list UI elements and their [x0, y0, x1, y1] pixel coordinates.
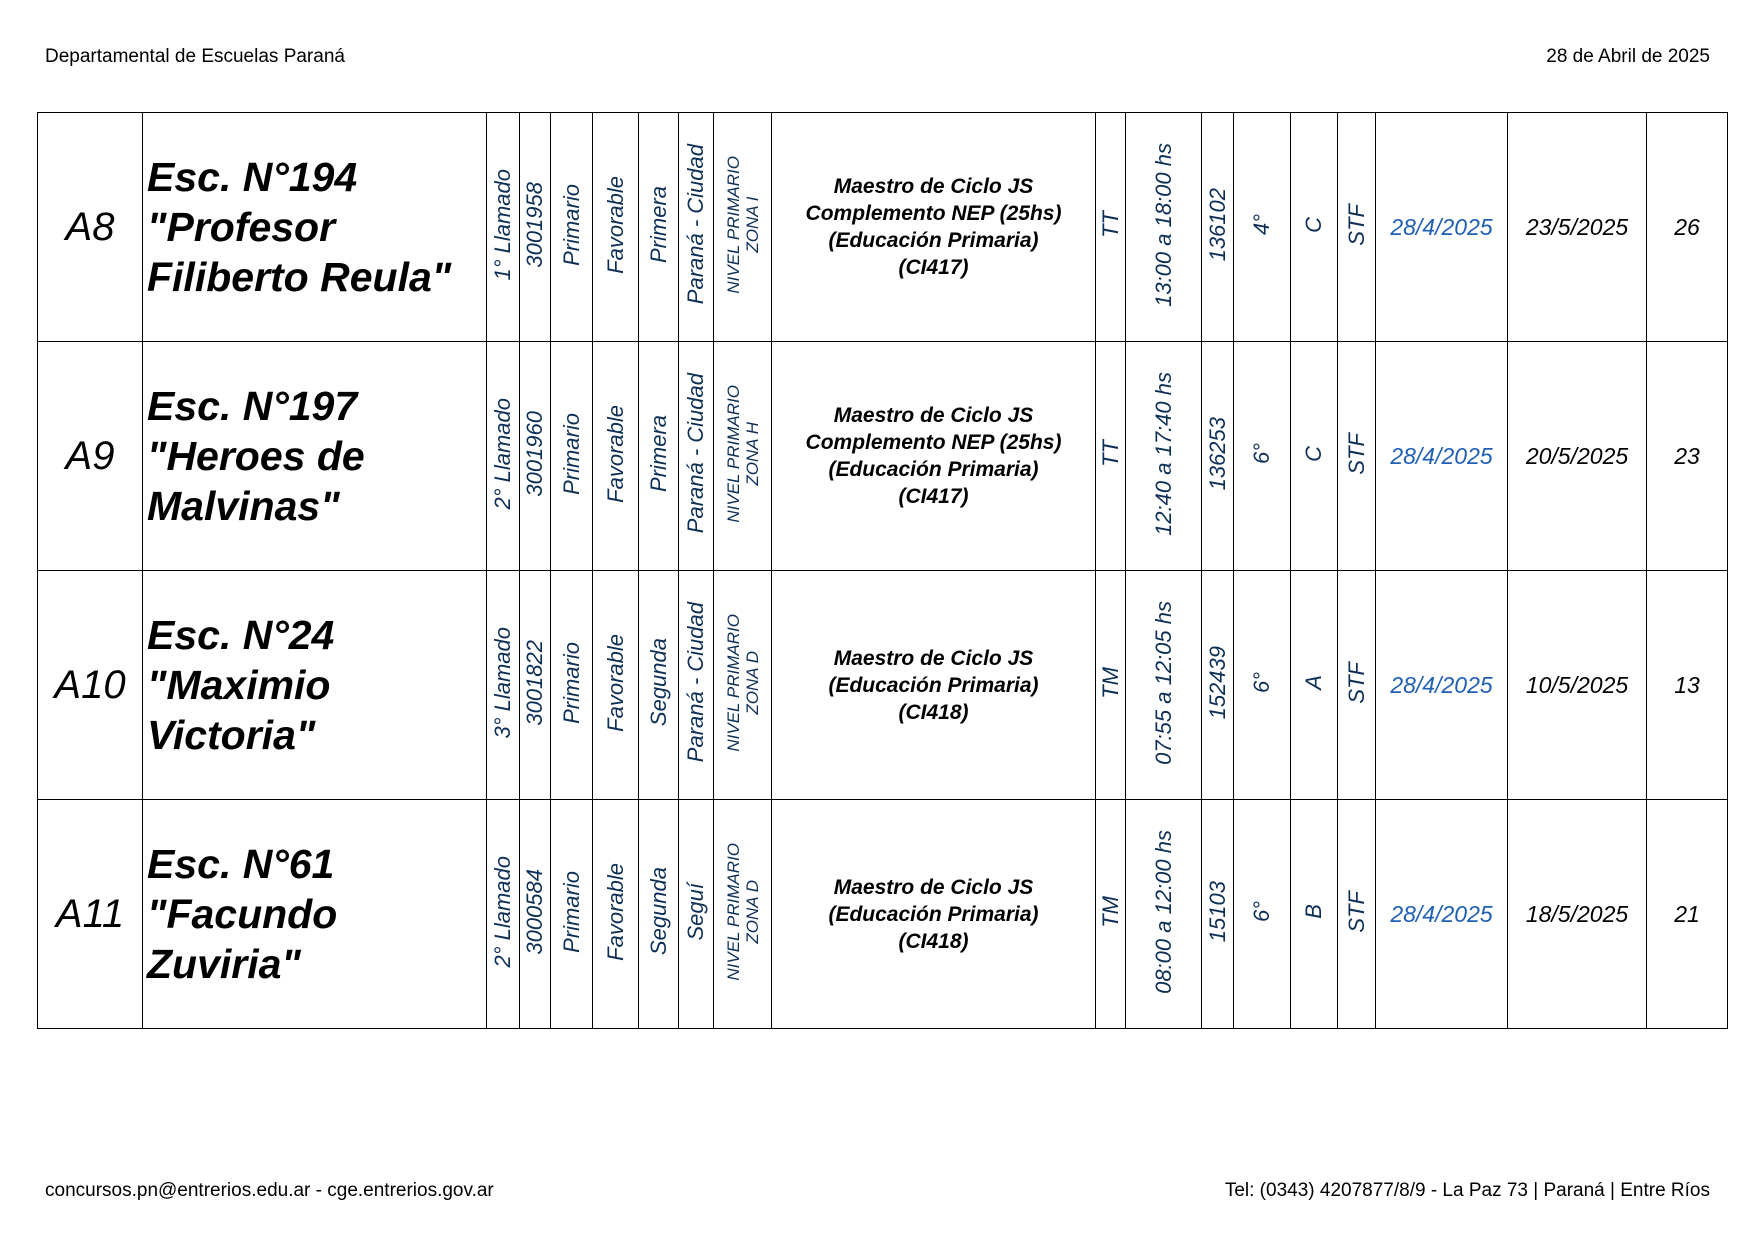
table-row: [38, 571, 1728, 800]
fecha-desde: 28/4/2025: [1390, 900, 1493, 927]
cell-localidad: [679, 571, 714, 800]
cell-zona-tipo: [593, 342, 639, 571]
categoria: Primera: [645, 185, 671, 263]
school-name-line: Esc. N°24: [147, 612, 335, 658]
cell-cargo: [772, 342, 1096, 571]
school-name-line: "Facundo: [147, 891, 338, 937]
table-row: [38, 113, 1728, 342]
cell-code: [38, 800, 143, 1029]
numero: 3000584: [522, 868, 547, 955]
llamado: 1° Llamado: [490, 168, 515, 281]
cell-horario: [1126, 800, 1202, 1029]
cargo-id: 15103: [1204, 880, 1230, 943]
cell-cargo: [772, 800, 1096, 1029]
cell-dias: [1647, 342, 1728, 571]
cell-numero: [520, 113, 551, 342]
cell-grado: [1234, 800, 1291, 1029]
cell-turno: [1096, 113, 1126, 342]
llamado: 3° Llamado: [490, 626, 515, 739]
zona-tipo: Favorable: [602, 175, 628, 274]
cell-situacion: [1338, 113, 1376, 342]
fecha-hasta: 10/5/2025: [1525, 671, 1629, 698]
cell-numero: [520, 342, 551, 571]
fecha-desde: 28/4/2025: [1390, 671, 1493, 698]
cell-dias: [1647, 113, 1728, 342]
nivel: Primario: [558, 412, 584, 495]
grado: 4°: [1249, 213, 1274, 236]
cell-categoria: [639, 800, 679, 1029]
cargo-line: (Educación Primaria): [828, 458, 1039, 481]
table-row: [38, 342, 1728, 571]
cell-fecha-hasta: [1508, 113, 1647, 342]
school-name-line: "Profesor: [147, 204, 336, 250]
cell-categoria: [639, 113, 679, 342]
situacion: STF: [1343, 203, 1369, 246]
cargo-id: 136102: [1204, 187, 1230, 262]
fecha-hasta: 23/5/2025: [1525, 213, 1629, 240]
supervision-line: ZONA D: [742, 879, 762, 944]
cell-code: [38, 342, 143, 571]
footer-contact-phone: Tel: (0343) 4207877/8/9 - La Paz 73 | Paraná | Entre Ríos: [1224, 1180, 1710, 1201]
dias: 26: [1674, 213, 1700, 240]
row-code: A11: [55, 891, 125, 936]
row-code: A9: [65, 433, 115, 478]
cell-llamado: [487, 571, 520, 800]
cell-school: [143, 113, 487, 342]
supervision-line: ZONA D: [742, 650, 762, 715]
localidad: Paraná - Ciudad: [683, 602, 708, 763]
cell-cargo: [772, 113, 1096, 342]
school-name-line: Malvinas": [147, 483, 340, 529]
cell-code: [38, 113, 143, 342]
header-date: 28 de Abril de 2025: [1546, 46, 1710, 67]
cell-cargo-id: [1202, 342, 1234, 571]
cell-turno: [1096, 800, 1126, 1029]
school-name-line: "Maximio: [147, 662, 331, 708]
school-name-line: Zuviria": [147, 941, 301, 987]
supervision-line: NIVEL PRIMARIO: [723, 613, 743, 752]
cell-supervision: [714, 800, 772, 1029]
categoria: Segunda: [645, 867, 671, 956]
supervision-line: ZONA H: [742, 421, 762, 486]
cell-fecha-hasta: [1508, 800, 1647, 1029]
situacion: STF: [1343, 432, 1369, 475]
cell-grado: [1234, 571, 1291, 800]
zona-tipo: Favorable: [602, 862, 628, 961]
cell-llamado: [487, 800, 520, 1029]
cell-situacion: [1338, 800, 1376, 1029]
cargo-line: Maestro de Ciclo JS: [833, 646, 1034, 670]
cell-cargo-id: [1202, 800, 1234, 1029]
cell-grado: [1234, 113, 1291, 342]
fecha-desde: 28/4/2025: [1390, 442, 1493, 469]
cell-school: [143, 571, 487, 800]
cargo-line: Maestro de Ciclo JS: [833, 875, 1034, 899]
situacion: STF: [1343, 661, 1369, 704]
llamado: 2° Llamado: [490, 397, 515, 510]
numero: 3001958: [522, 181, 547, 268]
cell-supervision: [714, 342, 772, 571]
localidad: Paraná - Ciudad: [683, 373, 708, 534]
cell-code: [38, 571, 143, 800]
cell-fecha-desde: [1376, 113, 1508, 342]
seccion: C: [1301, 216, 1326, 233]
cell-seccion: [1291, 342, 1338, 571]
cell-localidad: [679, 342, 714, 571]
supervision: [724, 385, 762, 523]
cargo-line: Maestro de Ciclo JS: [833, 175, 1034, 198]
cargo-id: 152439: [1204, 645, 1230, 720]
turno: TT: [1097, 211, 1123, 238]
grado: 6°: [1249, 671, 1274, 694]
supervision-line: NIVEL PRIMARIO: [723, 155, 743, 294]
nivel: Primario: [558, 641, 584, 724]
cell-cargo-id: [1202, 113, 1234, 342]
cell-seccion: [1291, 113, 1338, 342]
cell-nivel: [551, 113, 593, 342]
school-name-line: Esc. N°61: [147, 841, 335, 887]
llamado: 2° Llamado: [490, 855, 515, 968]
school-name-line: Victoria": [147, 712, 316, 758]
school-name-line: Esc. N°197: [147, 383, 358, 429]
cargo-line: Maestro de Ciclo JS: [833, 404, 1034, 427]
fecha-hasta: 20/5/2025: [1525, 442, 1629, 469]
dias: 23: [1674, 442, 1700, 469]
school-name-line: Filiberto Reula": [147, 254, 452, 300]
cell-nivel: [551, 800, 593, 1029]
cargo-line: (Educación Primaria): [828, 673, 1039, 697]
cell-cargo: [772, 571, 1096, 800]
cell-cargo-id: [1202, 571, 1234, 800]
table-row: [38, 800, 1728, 1029]
cell-fecha-desde: [1376, 571, 1508, 800]
numero: 3001822: [522, 639, 547, 726]
cell-nivel: [551, 342, 593, 571]
cargo-line: (CI417): [898, 485, 969, 508]
cell-school: [143, 342, 487, 571]
cell-school: [143, 800, 487, 1029]
categoria: Primera: [645, 414, 671, 492]
cell-categoria: [639, 571, 679, 800]
cell-localidad: [679, 113, 714, 342]
grado: 6°: [1249, 900, 1274, 923]
seccion: B: [1301, 904, 1326, 919]
cargo-line: Complemento NEP (25hs): [805, 202, 1062, 225]
localidad: Seguí: [683, 882, 708, 941]
cell-supervision: [714, 571, 772, 800]
cell-seccion: [1291, 571, 1338, 800]
cell-nivel: [551, 571, 593, 800]
row-code: A8: [65, 204, 115, 249]
cargo-line: (CI418): [898, 929, 969, 953]
cell-fecha-hasta: [1508, 571, 1647, 800]
cell-localidad: [679, 800, 714, 1029]
fecha-hasta: 18/5/2025: [1525, 900, 1629, 927]
localidad: Paraná - Ciudad: [683, 144, 708, 305]
header-department: Departamental de Escuelas Paraná: [45, 46, 345, 67]
nivel: Primario: [558, 183, 584, 266]
school-name-line: "Heroes de: [147, 433, 365, 479]
cargo-line: (CI417): [898, 256, 969, 279]
cell-turno: [1096, 342, 1126, 571]
supervision-line: NIVEL PRIMARIO: [723, 384, 743, 523]
nivel: Primario: [558, 870, 584, 953]
zona-tipo: Favorable: [602, 404, 628, 503]
horario: 12:40 a 17:40 hs: [1150, 371, 1176, 536]
cell-grado: [1234, 342, 1291, 571]
turno: TM: [1097, 666, 1123, 699]
horario: 13:00 a 18:00 hs: [1150, 142, 1176, 307]
cell-turno: [1096, 571, 1126, 800]
fecha-desde: 28/4/2025: [1390, 213, 1493, 240]
cell-zona-tipo: [593, 800, 639, 1029]
cell-llamado: [487, 342, 520, 571]
horario: 07:55 a 12:05 hs: [1150, 600, 1176, 765]
cargo-id: 136253: [1204, 416, 1230, 491]
cell-categoria: [639, 342, 679, 571]
cargo-line: (CI418): [898, 700, 969, 724]
cell-horario: [1126, 342, 1202, 571]
school-name-line: Esc. N°194: [147, 154, 358, 200]
supervision-line: ZONA I: [742, 196, 762, 253]
seccion: C: [1301, 445, 1326, 462]
vacancies-table: [37, 112, 1728, 1029]
situacion: STF: [1343, 890, 1369, 933]
horario: 08:00 a 12:00 hs: [1150, 829, 1176, 994]
cell-llamado: [487, 113, 520, 342]
numero: 3001960: [522, 410, 547, 497]
cargo-line: (Educación Primaria): [828, 229, 1039, 252]
supervision: [724, 614, 762, 752]
cell-dias: [1647, 800, 1728, 1029]
cell-situacion: [1338, 571, 1376, 800]
cargo-line: Complemento NEP (25hs): [805, 431, 1062, 454]
cell-numero: [520, 800, 551, 1029]
dias: 21: [1674, 900, 1700, 927]
cargo-line: (Educación Primaria): [828, 902, 1039, 926]
turno: TT: [1097, 440, 1123, 467]
zona-tipo: Favorable: [602, 633, 628, 732]
supervision: [724, 843, 762, 981]
cell-fecha-desde: [1376, 800, 1508, 1029]
dias: 13: [1674, 671, 1700, 698]
seccion: A: [1301, 675, 1326, 690]
cell-supervision: [714, 113, 772, 342]
cell-zona-tipo: [593, 571, 639, 800]
supervision: [724, 156, 762, 294]
supervision-line: NIVEL PRIMARIO: [723, 842, 743, 981]
cell-dias: [1647, 571, 1728, 800]
cell-horario: [1126, 113, 1202, 342]
categoria: Segunda: [645, 638, 671, 727]
cell-horario: [1126, 571, 1202, 800]
cell-fecha-desde: [1376, 342, 1508, 571]
cell-situacion: [1338, 342, 1376, 571]
cell-numero: [520, 571, 551, 800]
grado: 6°: [1249, 442, 1274, 465]
cell-seccion: [1291, 800, 1338, 1029]
cell-fecha-hasta: [1508, 342, 1647, 571]
row-code: A10: [54, 662, 126, 707]
footer-contact-email: concursos.pn@entrerios.edu.ar - cge.entrerios.gov.ar: [45, 1180, 494, 1201]
turno: TM: [1097, 895, 1123, 928]
cell-zona-tipo: [593, 113, 639, 342]
